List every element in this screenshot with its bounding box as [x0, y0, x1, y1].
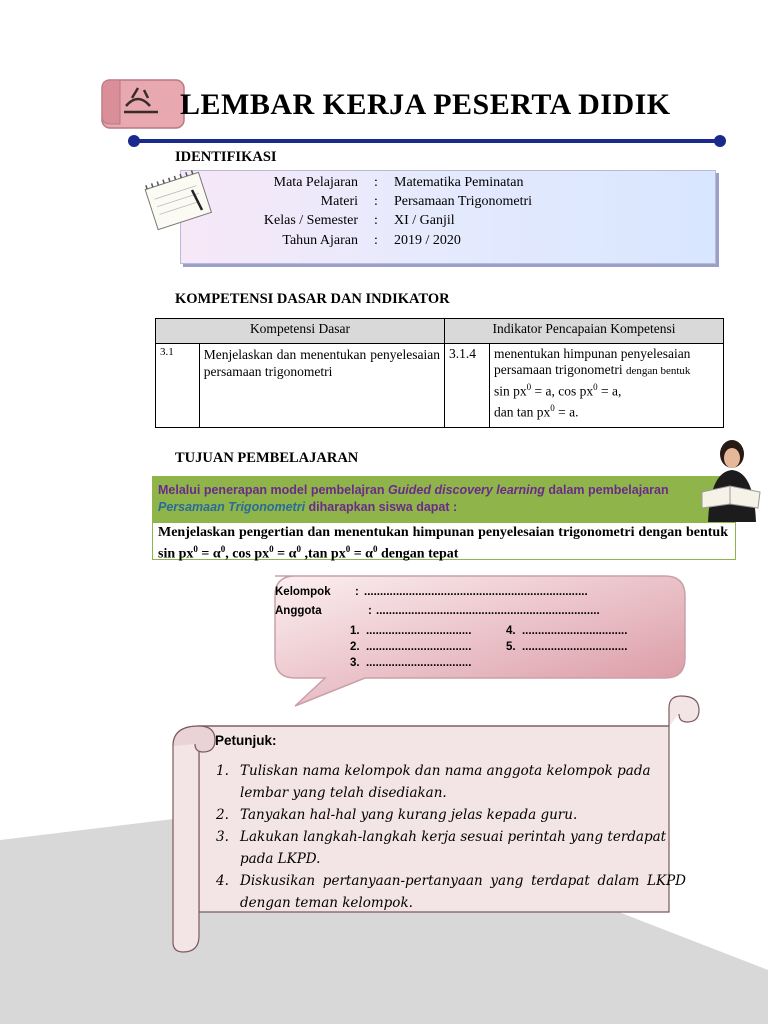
- id-row-kelas: Kelas / Semester : XI / Ganjil: [263, 213, 455, 228]
- anggota-colon: :: [368, 605, 372, 617]
- member-1[interactable]: 1. .................................: [350, 625, 472, 637]
- member-5[interactable]: 5. .................................: [506, 641, 628, 653]
- anggota-label: Anggota: [275, 605, 322, 617]
- member-2[interactable]: 2. .................................: [350, 641, 472, 653]
- id-row-materi: Materi : Persamaan Trigonometri: [320, 194, 533, 209]
- member-3[interactable]: 3. .................................: [350, 657, 472, 669]
- anggota-field[interactable]: ......................................................................: [376, 605, 600, 617]
- kd-number: 3.1: [156, 344, 200, 428]
- list-item: 4. Diskusikan pertanyaan-pertanyaan yang terdapat dalam LKPD dengan teman kelompok.: [216, 873, 686, 911]
- title-rule: [134, 139, 724, 143]
- scroll-title-icon: [96, 76, 188, 134]
- petunjuk-list: [216, 760, 686, 914]
- rule-dot-left: [128, 135, 140, 147]
- id-row-tahun: Tahun Ajaran : 2019 / 2020: [282, 233, 461, 248]
- id-row-mapel: Mata Pelajaran : Matematika Peminatan: [273, 175, 524, 190]
- member-4[interactable]: 4. .................................: [506, 625, 628, 637]
- ipk-text: menentukan himpunan penyelesaian persamaan trigonometri dengan bentuk $\sin px^0 = a$, $\cos px^0 = a$, dan $\tan px^0 = a$.: [490, 344, 724, 428]
- goal-statement: Menjelaskan pengertian dan menentukan himpunan penyelesaian trigonometri dengan bentuk $\sin px^0 = \alpha^0$, $\cos px^0 = \alpha^0$ ,tan $px^0 = \alpha^0$ dengan tepat: [158, 525, 728, 562]
- tujuan-heading: TUJUAN PEMBELAJARAN: [175, 450, 359, 466]
- list-item: 3. Lakukan langkah-langkah kerja sesuai perintah yang terdapat pada LKPD.: [216, 829, 667, 867]
- student-reading-image: [696, 436, 766, 522]
- rule-dot-right: [714, 135, 726, 147]
- list-item: 2. Tanyakan hal-hal yang kurang jelas kepada guru.: [216, 807, 578, 823]
- table-header-row: [156, 319, 724, 344]
- list-item: 1. Tuliskan nama kelompok dan nama anggota kelompok pada lembar yang telah disediakan.: [216, 763, 651, 801]
- kelompok-colon: :: [355, 586, 359, 598]
- col-ipk-header: Indikator Pencapaian Kompetensi: [445, 319, 724, 344]
- table-row: [156, 344, 724, 428]
- kompetensi-heading: KOMPETENSI DASAR DAN INDIKATOR: [175, 291, 450, 307]
- kelompok-field[interactable]: ......................................................................: [364, 586, 588, 598]
- goal-intro: Melalui penerapan model pembelajran Guided discovery learning dalam pembelajaran Persamaan Trigonometri diharapkan siswa dapat :: [158, 483, 669, 514]
- ipk-number: 3.1.4: [445, 344, 490, 428]
- identifikasi-heading: IDENTIFIKASI: [175, 149, 277, 165]
- kompetensi-table: [155, 318, 724, 428]
- kelompok-label: Kelompok: [275, 586, 331, 598]
- page-title: LEMBAR KERJA PESERTA DIDIK: [180, 88, 671, 121]
- col-kd-header: Kompetensi Dasar: [156, 319, 445, 344]
- petunjuk-heading: Petunjuk:: [215, 733, 277, 748]
- kd-text: Menjelaskan dan menentukan penyelesaian persamaan trigonometri: [199, 344, 444, 428]
